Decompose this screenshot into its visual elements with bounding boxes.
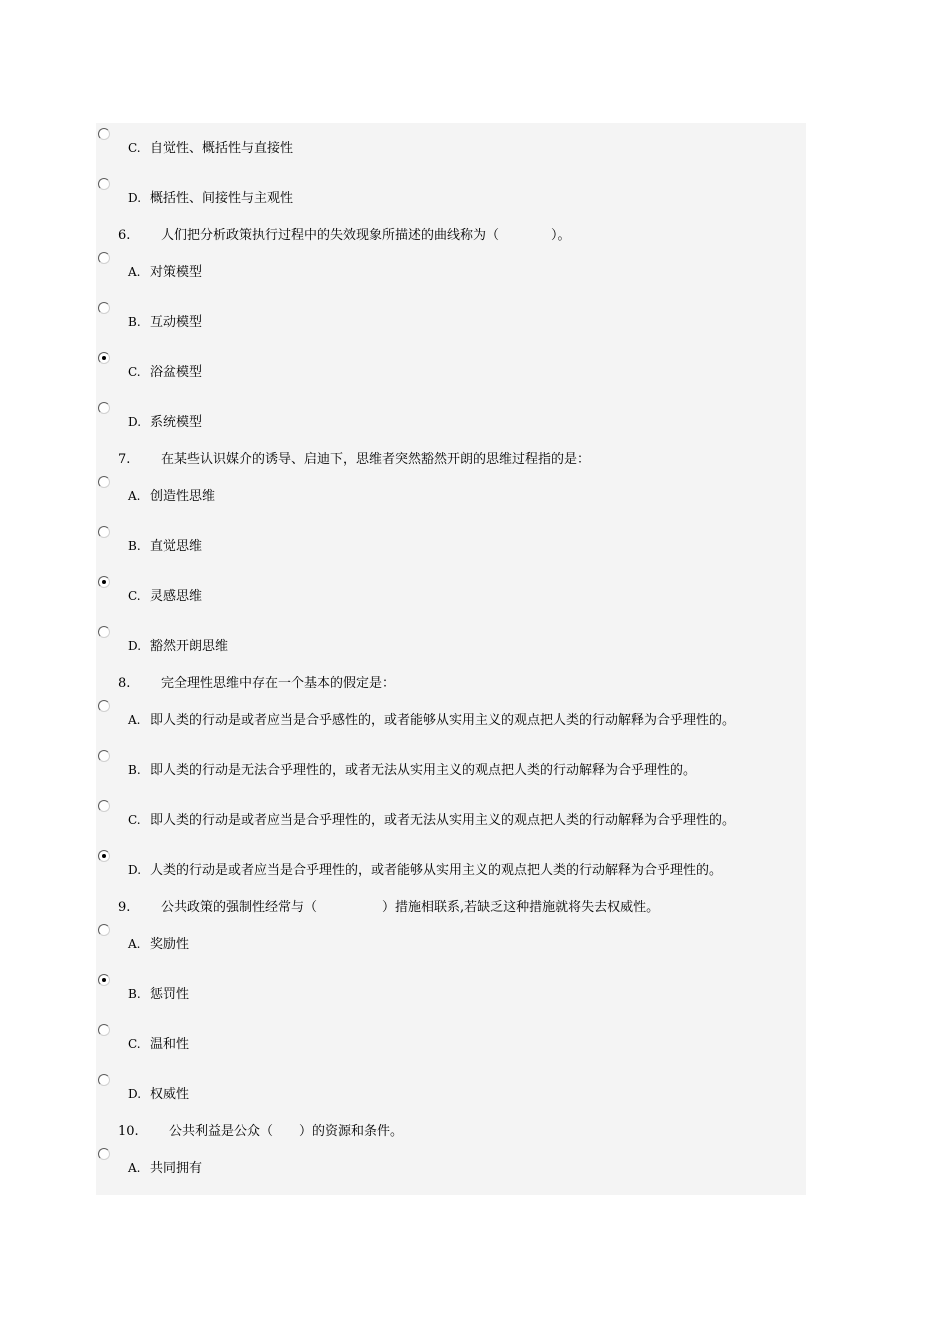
radio-button[interactable] xyxy=(98,924,110,936)
option-label xyxy=(128,487,215,506)
option-label xyxy=(128,985,189,1004)
option-text: 概括性、间接性与主观性 xyxy=(150,191,294,206)
option-text: 浴盆模型 xyxy=(150,365,203,380)
option-row[interactable] xyxy=(96,800,806,828)
option-row[interactable] xyxy=(96,974,806,1002)
option-label xyxy=(128,263,202,282)
radio-button[interactable] xyxy=(98,352,110,364)
option-letter: B. xyxy=(128,987,141,1001)
question-prompt xyxy=(118,227,798,245)
question-number: 8. xyxy=(118,676,131,691)
question-text: 公共利益是公众（ ）的资源和条件。 xyxy=(169,1124,404,1139)
option-label xyxy=(128,935,189,954)
option-label xyxy=(128,189,293,208)
radio-button[interactable] xyxy=(98,476,110,488)
option-row[interactable] xyxy=(96,526,806,554)
radio-button[interactable] xyxy=(98,1074,110,1086)
option-row[interactable] xyxy=(96,576,806,604)
radio-button[interactable] xyxy=(98,1024,110,1036)
option-label xyxy=(128,537,202,556)
option-text: 温和性 xyxy=(150,1037,190,1052)
option-letter: A. xyxy=(128,713,141,727)
option-row[interactable] xyxy=(96,128,806,156)
radio-button[interactable] xyxy=(98,526,110,538)
option-text: 灵感思维 xyxy=(150,589,203,604)
option-row[interactable] xyxy=(96,476,806,504)
option-label xyxy=(128,413,202,432)
option-letter: A. xyxy=(128,937,141,951)
option-label xyxy=(128,861,722,880)
option-letter: B. xyxy=(128,763,141,777)
option-text: 互动模型 xyxy=(150,315,203,330)
radio-button[interactable] xyxy=(98,128,110,140)
radio-dot-icon xyxy=(102,356,106,360)
radio-button[interactable] xyxy=(98,700,110,712)
option-letter: D. xyxy=(128,191,142,205)
question-prompt xyxy=(118,675,798,693)
radio-button[interactable] xyxy=(98,402,110,414)
option-label xyxy=(128,313,202,332)
option-row[interactable] xyxy=(96,352,806,380)
option-letter: A. xyxy=(128,489,141,503)
option-text: 即人类的行动是或者应当是合乎理性的，或者无法从实用主义的观点把人类的行动解释为合乎理性的。 xyxy=(150,813,736,828)
option-row[interactable] xyxy=(96,750,806,778)
question-text: 在某些认识媒介的诱导、启迪下，思维者突然豁然开朗的思维过程指的是： xyxy=(161,452,591,467)
option-letter: B. xyxy=(128,315,141,329)
radio-dot-icon xyxy=(102,978,106,982)
radio-button[interactable] xyxy=(98,800,110,812)
option-letter: A. xyxy=(128,265,141,279)
option-row[interactable] xyxy=(96,1074,806,1102)
option-letter: C. xyxy=(128,365,141,379)
option-row[interactable] xyxy=(96,1148,806,1176)
radio-button[interactable] xyxy=(98,850,110,862)
option-letter: D. xyxy=(128,639,142,653)
option-label xyxy=(128,637,228,656)
option-text: 豁然开朗思维 xyxy=(150,639,229,654)
option-letter: D. xyxy=(128,863,142,877)
radio-dot-icon xyxy=(102,854,106,858)
question-number: 7. xyxy=(118,452,131,467)
option-label xyxy=(128,761,696,780)
question-prompt xyxy=(118,899,798,917)
question-text: 人们把分析政策执行过程中的失效现象所描述的曲线称为（ ）。 xyxy=(161,228,571,243)
question-prompt xyxy=(118,1123,798,1141)
option-row[interactable] xyxy=(96,626,806,654)
option-letter: D. xyxy=(128,1087,142,1101)
radio-button[interactable] xyxy=(98,974,110,986)
option-row[interactable] xyxy=(96,850,806,878)
option-letter: C. xyxy=(128,1037,141,1051)
question-text: 公共政策的强制性经常与（ ）措施相联系,若缺乏这种措施就将失去权威性。 xyxy=(161,900,660,915)
option-letter: C. xyxy=(128,141,141,155)
radio-button[interactable] xyxy=(98,750,110,762)
option-row[interactable] xyxy=(96,252,806,280)
option-label xyxy=(128,587,202,606)
option-text: 惩罚性 xyxy=(150,987,190,1002)
option-label xyxy=(128,363,202,382)
option-text: 权威性 xyxy=(150,1087,190,1102)
option-label xyxy=(128,139,293,158)
question-number: 10. xyxy=(118,1124,139,1139)
option-row[interactable] xyxy=(96,402,806,430)
option-label xyxy=(128,1085,189,1104)
option-letter: B. xyxy=(128,539,141,553)
option-row[interactable] xyxy=(96,1024,806,1052)
option-text: 系统模型 xyxy=(150,415,203,430)
radio-button[interactable] xyxy=(98,252,110,264)
question-number: 9. xyxy=(118,900,131,915)
option-row[interactable] xyxy=(96,302,806,330)
option-label xyxy=(128,1159,202,1178)
option-text: 人类的行动是或者应当是合乎理性的，或者能够从实用主义的观点把人类的行动解释为合乎理性的。 xyxy=(150,863,723,878)
question-prompt xyxy=(118,451,798,469)
option-text: 奖励性 xyxy=(150,937,190,952)
radio-button[interactable] xyxy=(98,576,110,588)
question-number: 6. xyxy=(118,228,131,243)
option-letter: D. xyxy=(128,415,142,429)
radio-button[interactable] xyxy=(98,1148,110,1160)
radio-button[interactable] xyxy=(98,302,110,314)
option-text: 对策模型 xyxy=(150,265,203,280)
option-text: 即人类的行动是或者应当是合乎感性的，或者能够从实用主义的观点把人类的行动解释为合乎理性的。 xyxy=(150,713,736,728)
radio-button[interactable] xyxy=(98,178,110,190)
radio-button[interactable] xyxy=(98,626,110,638)
option-text: 共同拥有 xyxy=(150,1161,203,1176)
radio-dot-icon xyxy=(102,580,106,584)
option-text: 自觉性、概括性与直接性 xyxy=(150,141,294,156)
option-label xyxy=(128,711,735,730)
option-row[interactable] xyxy=(96,700,806,728)
option-letter: A. xyxy=(128,1161,141,1175)
option-row[interactable] xyxy=(96,178,806,206)
option-text: 即人类的行动是无法合乎理性的，或者无法从实用主义的观点把人类的行动解释为合乎理性的。 xyxy=(150,763,697,778)
option-letter: C. xyxy=(128,589,141,603)
quiz-panel xyxy=(96,123,806,1195)
option-label xyxy=(128,811,735,830)
option-letter: C. xyxy=(128,813,141,827)
question-text: 完全理性思维中存在一个基本的假定是： xyxy=(161,676,396,691)
option-text: 直觉思维 xyxy=(150,539,203,554)
option-label xyxy=(128,1035,189,1054)
option-text: 创造性思维 xyxy=(150,489,216,504)
option-row[interactable] xyxy=(96,924,806,952)
